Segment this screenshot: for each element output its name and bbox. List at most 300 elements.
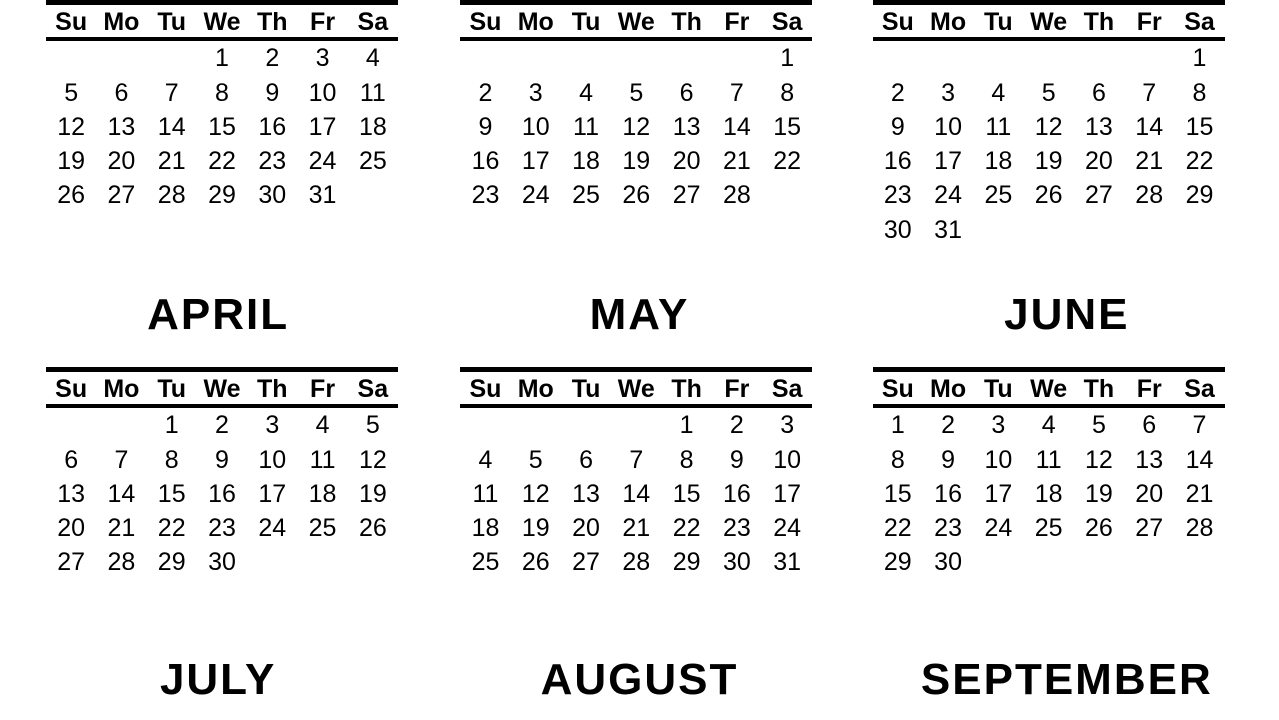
day-cell: 21 <box>722 147 751 175</box>
week-row <box>873 76 1225 110</box>
day-cell: 1 <box>890 411 905 440</box>
day-cell: 16 <box>471 147 500 175</box>
week-row <box>460 76 812 110</box>
day-header-fr: Fr <box>297 370 347 407</box>
month-grid <box>853 367 1279 580</box>
day-cell: 22 <box>1185 147 1214 175</box>
day-cell: 6 <box>114 78 129 107</box>
day-cell: 2 <box>729 411 744 440</box>
day-cell: 14 <box>107 479 136 508</box>
month-title-row-1 <box>0 290 1279 340</box>
day-header-we: We <box>197 3 247 40</box>
day-cell: 7 <box>1192 411 1207 440</box>
day-cell: 27 <box>1085 181 1113 210</box>
day-cell: 3 <box>528 78 543 107</box>
week-row <box>460 545 812 579</box>
day-cell: 3 <box>991 411 1006 440</box>
day-cell: 4 <box>478 445 493 474</box>
day-cell: 18 <box>358 112 387 141</box>
month-title-cell <box>853 655 1279 705</box>
empty-day-cell <box>973 213 1023 247</box>
day-header-mo: Mo <box>96 370 146 407</box>
day-cell: 28 <box>622 548 651 577</box>
day-cell: 16 <box>883 147 912 175</box>
day-header-su: Su <box>873 370 923 407</box>
month-grid <box>0 0 426 213</box>
day-cell: 6 <box>64 445 79 474</box>
day-cell: 5 <box>1041 78 1056 107</box>
day-header-tu: Tu <box>973 370 1023 407</box>
day-header-we: We <box>1024 370 1074 407</box>
day-cell: 11 <box>573 112 599 141</box>
day-cell: 8 <box>215 78 229 107</box>
month-title-september: SEPTEMBER <box>920 655 1213 704</box>
day-cell: 11 <box>1035 445 1062 474</box>
day-cell: 31 <box>773 548 802 577</box>
week-row <box>873 144 1225 178</box>
month-block-july <box>0 367 426 580</box>
day-cell: 26 <box>622 181 651 210</box>
week-row <box>46 178 398 212</box>
day-cell: 27 <box>572 548 600 577</box>
day-cell: 19 <box>57 147 86 175</box>
empty-day-cell <box>1024 39 1074 75</box>
empty-day-cell <box>1074 39 1124 75</box>
day-header-fr: Fr <box>1124 3 1174 40</box>
month-title-july: JULY <box>159 655 277 704</box>
week-row <box>873 477 1225 511</box>
month-title-june: JUNE <box>1004 290 1130 339</box>
day-cell: 30 <box>258 181 287 210</box>
day-cell: 11 <box>472 479 499 508</box>
week-row <box>873 511 1225 545</box>
day-cell: 28 <box>1135 181 1164 210</box>
day-cell: 19 <box>358 479 387 508</box>
empty-day-cell <box>297 545 347 579</box>
day-header-su: Su <box>460 3 510 40</box>
week-row <box>46 406 398 442</box>
day-cell: 24 <box>521 181 550 210</box>
day-cell: 28 <box>157 181 186 210</box>
day-cell: 16 <box>934 479 962 508</box>
day-cell: 19 <box>521 514 550 542</box>
day-header-th: Th <box>1074 370 1124 407</box>
day-header-we: We <box>197 370 247 407</box>
empty-day-cell <box>1174 213 1224 247</box>
day-cell: 12 <box>1085 445 1113 474</box>
empty-day-cell <box>1124 39 1174 75</box>
day-cell: 15 <box>208 112 236 141</box>
day-cell: 28 <box>107 548 136 577</box>
month-grid-row-2 <box>0 367 1279 580</box>
day-header-th: Th <box>1074 3 1124 40</box>
day-cell: 1 <box>215 44 229 73</box>
week-row <box>460 477 812 511</box>
month-block-august <box>426 367 852 580</box>
day-cell: 22 <box>672 514 701 542</box>
day-cell: 26 <box>1085 514 1113 542</box>
day-cell: 23 <box>258 147 287 175</box>
month-block-june <box>853 0 1279 247</box>
day-cell: 13 <box>672 112 701 141</box>
day-cell: 17 <box>934 147 962 175</box>
day-cell: 16 <box>722 479 751 508</box>
week-row <box>873 406 1225 442</box>
empty-day-cell <box>712 39 762 75</box>
day-header-we: We <box>611 370 661 407</box>
day-cell: 17 <box>984 479 1013 508</box>
week-row <box>873 39 1225 75</box>
day-header-row <box>873 370 1225 407</box>
day-cell: 1 <box>679 411 694 440</box>
day-cell: 25 <box>308 514 337 542</box>
day-cell: 5 <box>528 445 543 474</box>
month-grid-row-1 <box>0 0 1279 247</box>
day-cell: 24 <box>773 514 802 542</box>
day-cell: 13 <box>1135 445 1164 474</box>
day-header-fr: Fr <box>712 370 762 407</box>
empty-day-cell <box>1074 213 1124 247</box>
day-cell: 16 <box>208 479 236 508</box>
day-cell: 4 <box>991 78 1006 107</box>
day-cell: 14 <box>1185 445 1214 474</box>
day-cell: 12 <box>358 445 387 474</box>
day-cell: 19 <box>622 147 651 175</box>
day-cell: 21 <box>157 147 186 175</box>
empty-day-cell <box>46 406 96 442</box>
day-cell: 29 <box>672 548 701 577</box>
empty-day-cell <box>247 545 297 579</box>
month-title-row-2 <box>0 655 1279 705</box>
day-cell: 17 <box>773 479 802 508</box>
empty-day-cell <box>96 406 146 442</box>
day-cell: 8 <box>679 445 694 474</box>
empty-day-cell <box>511 406 561 442</box>
month-block-september <box>853 367 1279 580</box>
day-cell: 9 <box>478 112 493 141</box>
day-header-su: Su <box>873 3 923 40</box>
day-cell: 20 <box>107 147 136 175</box>
day-cell: 27 <box>107 181 136 210</box>
day-header-tu: Tu <box>561 370 611 407</box>
day-cell: 8 <box>780 78 795 107</box>
day-cell: 6 <box>1091 78 1106 107</box>
day-cell: 15 <box>672 479 701 508</box>
day-header-fr: Fr <box>712 3 762 40</box>
day-header-th: Th <box>661 3 711 40</box>
day-header-we: We <box>611 3 661 40</box>
day-cell: 30 <box>883 215 912 244</box>
day-cell: 14 <box>157 112 186 141</box>
day-cell: 29 <box>1185 181 1214 210</box>
day-header-sa: Sa <box>348 370 398 407</box>
day-cell: 21 <box>622 514 651 542</box>
day-cell: 20 <box>572 514 600 542</box>
day-cell: 20 <box>1085 147 1113 175</box>
day-cell: 7 <box>164 78 179 107</box>
day-cell: 24 <box>984 514 1013 542</box>
week-row <box>46 76 398 110</box>
week-row <box>46 39 398 75</box>
month-block-may <box>426 0 852 247</box>
day-header-row <box>873 3 1225 40</box>
month-table <box>873 367 1225 580</box>
day-cell: 22 <box>157 514 186 542</box>
day-cell: 1 <box>1192 44 1207 73</box>
week-row <box>46 443 398 477</box>
empty-day-cell <box>1124 213 1174 247</box>
day-cell: 12 <box>57 112 86 141</box>
day-cell: 12 <box>521 479 550 508</box>
day-header-fr: Fr <box>297 3 347 40</box>
empty-day-cell <box>147 39 197 75</box>
empty-day-cell <box>1024 213 1074 247</box>
day-cell: 2 <box>215 411 229 440</box>
day-header-sa: Sa <box>1174 3 1224 40</box>
week-row <box>460 511 812 545</box>
week-row <box>460 144 812 178</box>
day-cell: 5 <box>1091 411 1106 440</box>
day-cell: 22 <box>773 147 802 175</box>
day-cell: 6 <box>579 445 593 474</box>
day-cell: 18 <box>471 514 500 542</box>
day-header-tu: Tu <box>561 3 611 40</box>
week-row <box>46 545 398 579</box>
day-cell: 5 <box>365 411 380 440</box>
week-row <box>873 545 1225 579</box>
month-title-cell <box>0 290 426 340</box>
day-cell: 25 <box>572 181 600 210</box>
day-cell: 8 <box>1192 78 1207 107</box>
day-cell: 15 <box>1185 112 1214 141</box>
month-grid <box>0 367 426 580</box>
week-row <box>460 443 812 477</box>
week-row <box>460 406 812 442</box>
day-header-fr: Fr <box>1124 370 1174 407</box>
day-cell: 6 <box>1142 411 1157 440</box>
empty-day-cell <box>1024 545 1074 579</box>
day-cell: 14 <box>722 112 751 141</box>
day-cell: 25 <box>984 181 1013 210</box>
day-cell: 15 <box>773 112 802 141</box>
day-header-tu: Tu <box>973 3 1023 40</box>
day-cell: 9 <box>941 445 956 474</box>
day-cell: 26 <box>57 181 86 210</box>
day-cell: 2 <box>265 44 280 73</box>
day-cell: 10 <box>773 445 802 474</box>
empty-day-cell <box>460 406 510 442</box>
day-cell: 13 <box>1085 112 1113 141</box>
day-cell: 26 <box>1034 181 1063 210</box>
day-cell: 17 <box>258 479 287 508</box>
empty-day-cell <box>511 39 561 75</box>
month-table <box>460 0 812 213</box>
empty-day-cell <box>973 39 1023 75</box>
day-cell: 9 <box>215 445 229 474</box>
day-cell: 10 <box>934 112 962 141</box>
day-cell: 1 <box>780 44 795 73</box>
month-title-august: AUGUST <box>540 655 739 704</box>
empty-day-cell <box>348 178 398 212</box>
day-header-tu: Tu <box>147 3 197 40</box>
empty-day-cell <box>923 39 973 75</box>
day-cell: 7 <box>729 78 744 107</box>
day-cell: 24 <box>258 514 287 542</box>
month-block-april <box>0 0 426 247</box>
day-cell: 10 <box>308 78 337 107</box>
day-cell: 25 <box>358 147 387 175</box>
empty-day-cell <box>561 39 611 75</box>
week-row <box>873 443 1225 477</box>
day-cell: 25 <box>471 548 500 577</box>
day-header-row <box>46 370 398 407</box>
day-cell: 27 <box>1135 514 1164 542</box>
empty-day-cell <box>460 39 510 75</box>
day-cell: 18 <box>984 147 1013 175</box>
day-cell: 21 <box>1185 479 1214 508</box>
empty-day-cell <box>96 39 146 75</box>
day-cell: 7 <box>114 445 129 474</box>
day-cell: 23 <box>934 514 962 542</box>
day-cell: 2 <box>478 78 493 107</box>
day-cell: 3 <box>315 44 330 73</box>
empty-day-cell <box>348 545 398 579</box>
day-cell: 31 <box>934 215 962 244</box>
day-cell: 18 <box>1034 479 1063 508</box>
day-header-su: Su <box>46 3 96 40</box>
day-cell: 26 <box>358 514 387 542</box>
day-cell: 5 <box>629 78 644 107</box>
day-cell: 23 <box>883 181 912 210</box>
day-cell: 9 <box>890 112 905 141</box>
day-cell: 30 <box>722 548 751 577</box>
day-cell: 29 <box>208 181 236 210</box>
day-cell: 18 <box>572 147 600 175</box>
day-cell: 22 <box>208 147 236 175</box>
month-title-may: MAY <box>589 290 690 339</box>
day-header-mo: Mo <box>96 3 146 40</box>
week-row <box>46 144 398 178</box>
day-cell: 28 <box>722 181 751 210</box>
day-header-sa: Sa <box>762 3 812 40</box>
day-cell: 2 <box>890 78 905 107</box>
day-header-sa: Sa <box>1174 370 1224 407</box>
day-header-su: Su <box>460 370 510 407</box>
day-cell: 23 <box>722 514 751 542</box>
day-cell: 30 <box>208 548 236 577</box>
day-header-th: Th <box>247 370 297 407</box>
day-cell: 18 <box>308 479 337 508</box>
day-header-mo: Mo <box>511 370 561 407</box>
day-cell: 8 <box>164 445 179 474</box>
day-cell: 19 <box>1034 147 1063 175</box>
empty-day-cell <box>873 39 923 75</box>
month-table <box>46 367 398 580</box>
day-cell: 20 <box>57 514 86 542</box>
day-cell: 28 <box>1185 514 1214 542</box>
week-row <box>873 213 1225 247</box>
day-cell: 3 <box>265 411 280 440</box>
empty-day-cell <box>762 178 812 212</box>
day-header-tu: Tu <box>147 370 197 407</box>
week-row <box>873 110 1225 144</box>
month-title-cell <box>0 655 426 705</box>
day-header-su: Su <box>46 370 96 407</box>
month-title-cell <box>426 290 852 340</box>
month-title-cell <box>853 290 1279 340</box>
month-grid <box>426 367 852 580</box>
day-cell: 10 <box>258 445 287 474</box>
day-cell: 4 <box>315 411 330 440</box>
day-cell: 19 <box>1085 479 1113 508</box>
day-header-mo: Mo <box>511 3 561 40</box>
day-cell: 13 <box>57 479 86 508</box>
day-header-mo: Mo <box>923 370 973 407</box>
day-cell: 13 <box>107 112 136 141</box>
day-cell: 14 <box>1135 112 1164 141</box>
day-cell: 10 <box>521 112 550 141</box>
empty-day-cell <box>46 39 96 75</box>
day-cell: 14 <box>622 479 651 508</box>
day-cell: 11 <box>309 445 336 474</box>
week-row <box>46 511 398 545</box>
day-cell: 4 <box>579 78 593 107</box>
day-cell: 3 <box>941 78 956 107</box>
month-grid <box>853 0 1279 247</box>
day-cell: 23 <box>208 514 236 542</box>
week-row <box>460 178 812 212</box>
day-cell: 15 <box>157 479 186 508</box>
day-header-we: We <box>1024 3 1074 40</box>
day-cell: 4 <box>365 44 380 73</box>
day-cell: 4 <box>1041 411 1056 440</box>
day-cell: 27 <box>672 181 701 210</box>
day-cell: 24 <box>308 147 337 175</box>
day-cell: 17 <box>308 112 337 141</box>
day-cell: 26 <box>521 548 550 577</box>
month-title-april: APRIL <box>147 290 290 339</box>
day-header-sa: Sa <box>762 370 812 407</box>
day-cell: 1 <box>164 411 179 440</box>
week-row <box>46 477 398 511</box>
day-header-row <box>460 3 812 40</box>
day-cell: 21 <box>1135 147 1164 175</box>
week-row <box>460 110 812 144</box>
month-table <box>873 0 1225 247</box>
day-header-row <box>46 3 398 40</box>
day-cell: 9 <box>729 445 744 474</box>
day-cell: 20 <box>672 147 701 175</box>
week-row <box>873 178 1225 212</box>
day-header-th: Th <box>247 3 297 40</box>
day-cell: 21 <box>107 514 136 542</box>
day-cell: 11 <box>359 78 386 107</box>
day-cell: 6 <box>679 78 694 107</box>
day-cell: 17 <box>521 147 550 175</box>
day-cell: 7 <box>629 445 644 474</box>
day-cell: 31 <box>308 181 337 210</box>
empty-day-cell <box>661 39 711 75</box>
day-cell: 5 <box>64 78 79 107</box>
day-cell: 12 <box>622 112 651 141</box>
empty-day-cell <box>1124 545 1174 579</box>
empty-day-cell <box>1074 545 1124 579</box>
week-row <box>460 39 812 75</box>
day-header-row <box>460 370 812 407</box>
month-table <box>460 367 812 580</box>
day-cell: 15 <box>883 479 912 508</box>
day-cell: 29 <box>883 548 912 577</box>
